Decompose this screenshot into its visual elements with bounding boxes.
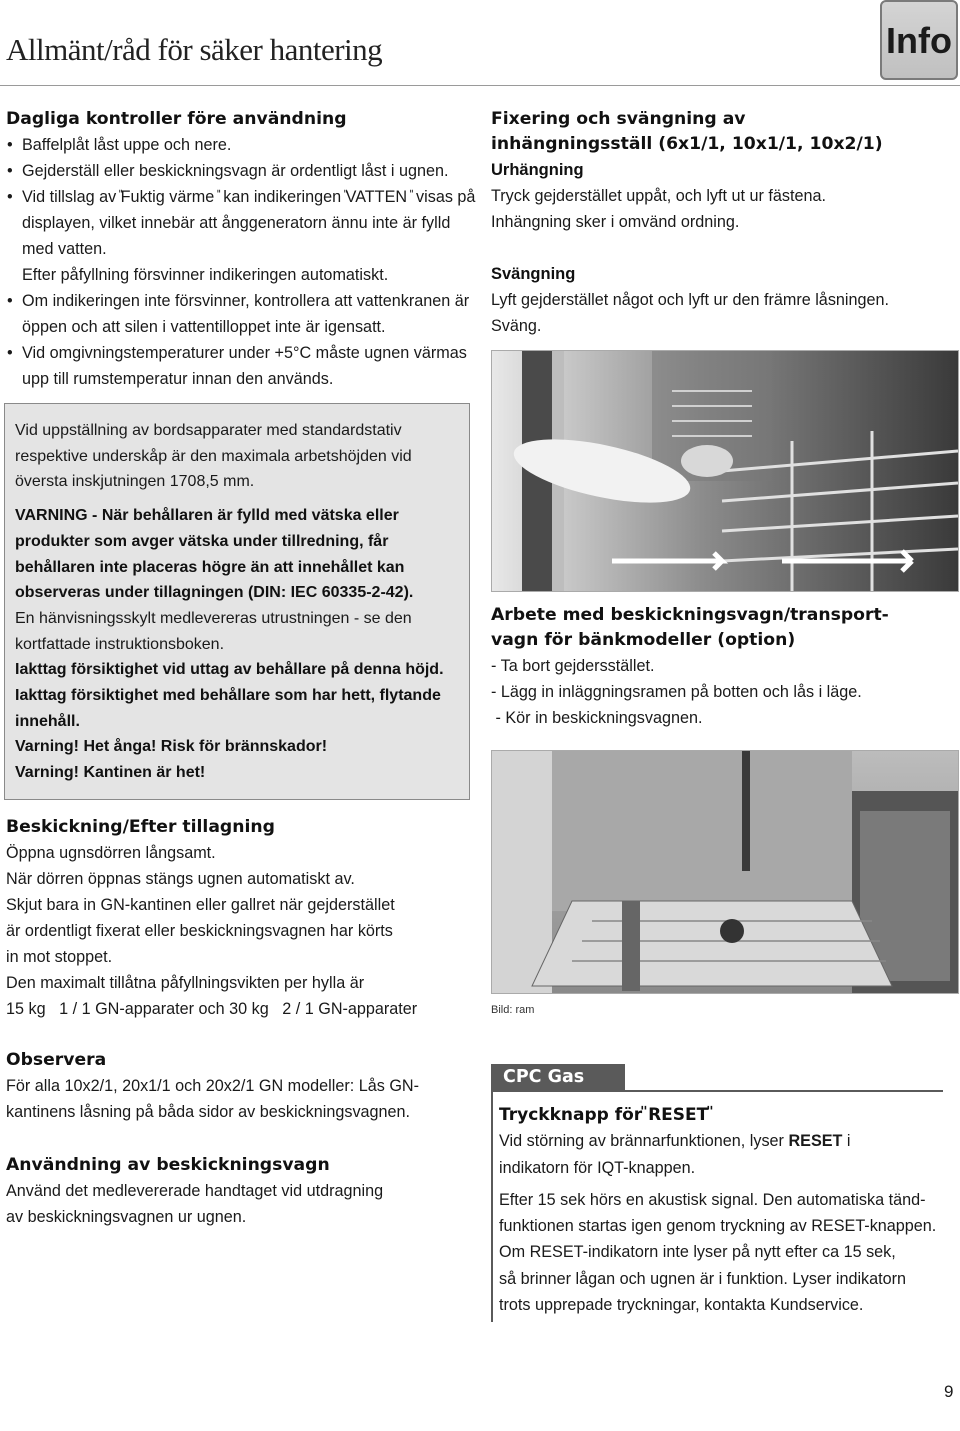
warning-hot: Varning! Kantinen är het! — [15, 764, 206, 782]
page-title: Allmänt/råd för säker hantering — [6, 32, 383, 67]
reset-line: indikatorn för IQT-knappen. — [499, 1158, 696, 1177]
note-text: För alla 10x2/1, 20x1/1 och 20x2/1 GN modeller: Lås GN-kantinens låsning på båda sidor av beskickningsvagnen. — [6, 1077, 419, 1121]
list-item: • Vid omgivningstemperaturer under +5°C måste ugnen värmas upp till rumstemperatur innan den används. — [6, 340, 476, 392]
loading-line: När dörren öppnas stängs ugnen automatiskt av. — [6, 870, 355, 888]
fixing-heading-2: inhängningsställ (6x1/1, 10x1/1, 10x2/1) — [491, 134, 883, 154]
warning-varning: VARNING - När behållaren är fylld med vätska eller produkter som avger vätska under tillredning, får behållaren inte placeras högre än att innehållet kan observeras under tillagningen (DIN: IEC 60335-2-42). — [15, 507, 414, 602]
unhooking-line: Inhängning sker i omvänd ordning. — [491, 213, 740, 231]
daily-checks-heading: Dagliga kontroller före användning — [6, 109, 347, 129]
warning-box — [4, 403, 470, 800]
swivel-line: Sväng. — [491, 317, 542, 335]
reset-line: Efter 15 sek hörs en akustisk signal. Den automatiska tänd- — [499, 1190, 926, 1209]
daily-checks-list — [6, 132, 476, 262]
reset-paragraph-1 — [499, 1128, 943, 1154]
fixing-heading: Fixering och svängning av — [491, 109, 746, 129]
loading-line: 15 kg 1 / 1 GN-apparater och 30 kg 2 / 1 GN-apparater — [6, 1000, 418, 1018]
warning-caution: Iakttag försiktighet vid uttag av behållare på denna höjd. Iakttag försiktighet med behållare som har hett, flytande innehåll. — [15, 661, 444, 730]
list-item: • Gejderställ eller beskickningsvagn är ordentligt låst i ugnen. — [6, 158, 476, 184]
daily-checks-list-2 — [6, 288, 476, 392]
usage-section — [6, 1153, 476, 1230]
trolley-line: - Lägg in inläggningsramen på botten och lås i läge. — [491, 683, 862, 701]
loading-line: in mot stoppet. — [6, 948, 113, 966]
loading-line: är ordentligt fixerat eller beskickningsvagnen har körts — [6, 922, 393, 940]
photo-caption: Bild: ram — [491, 1004, 535, 1016]
unhooking-line: Tryck gejderstället uppåt, och lyft ut ur fästena. — [491, 187, 827, 205]
note-heading: Observera — [6, 1050, 107, 1070]
fixing-section — [491, 107, 951, 339]
usage-heading: Användning av beskickningsvagn — [6, 1155, 330, 1175]
trolley-line: - Ta bort gejdersstället. — [491, 657, 655, 675]
info-tab: Info — [880, 0, 958, 80]
cpc-gas-label: CPC Gas — [491, 1064, 625, 1090]
reset-line: trots upprepade tryckningar, kontakta Kundservice. — [499, 1296, 864, 1315]
usage-line: Använd det medlevererade handtaget vid utdragning — [6, 1182, 384, 1200]
trolley-section — [491, 603, 951, 731]
loading-line: Öppna ugnsdörren långsamt. — [6, 844, 216, 862]
unhooking-subheading: Urhängning — [491, 161, 584, 179]
usage-line: av beskickningsvagnen ur ugnen. — [6, 1208, 247, 1226]
swivel-line: Lyft gejderstället något och lyft ur den främre låsningen. — [491, 291, 890, 309]
warning-intro: Vid uppställning av bordsapparater med standardstativ respektive underskåp är den maximala arbetshöjden vid översta inskjutningen 1708,5 mm. — [15, 422, 412, 491]
header-rule — [0, 85, 960, 86]
swivel-subheading: Svängning — [491, 265, 576, 283]
loading-section — [6, 815, 481, 1022]
reset-line: Om RESET-indikatorn inte lyser på nytt efter ca 15 sek, — [499, 1243, 896, 1262]
trolley-heading-2: vagn för bänkmodeller (option) — [491, 630, 796, 650]
rack-swivel-photo — [491, 350, 959, 592]
loading-heading: Beskickning/Efter tillagning — [6, 817, 275, 837]
warning-steam: Varning! Het ånga! Risk för brännskador! — [15, 738, 328, 756]
list-item-continuation: Efter påfyllning försvinner indikeringen automatiskt. — [22, 266, 389, 284]
reset-text-tail: i — [842, 1132, 851, 1151]
warning-reference: En hänvisningsskylt medlevereras utrustningen - se den kortfattade instruktionsboken. — [15, 609, 412, 653]
loading-line: Skjut bara in GN-kantinen eller gallret när gejderstället — [6, 896, 395, 914]
list-item: • Vid tillslag av ̎Fuktig värme ̎ kan indikeringen ̎VATTEN ̎ visas på displayen, vilket innebär att ånggeneratorn ännu inte är fylld med vatten. — [6, 184, 476, 262]
reset-text: Vid störning av brännarfunktionen, lyser — [499, 1132, 789, 1151]
reset-keyword: RESET — [788, 1132, 843, 1151]
page-number: 9 — [944, 1382, 954, 1401]
list-item: • Om indikeringen inte försvinner, kontrollera att vattenkranen är öppen och att silen i vattentilloppet inte är igensatt. — [6, 288, 476, 340]
note-section — [6, 1048, 454, 1125]
trolley-heading: Arbete med beskickningsvagn/transport- — [491, 605, 889, 625]
trolley-line: - Kör in beskickningsvagnen. — [491, 709, 703, 727]
reset-line: funktionen startas igen genom tryckning av RESET-knappen. — [499, 1217, 937, 1236]
reset-line: så brinner lågan och ugnen är i funktion. Lyser indikatorn — [499, 1269, 907, 1288]
loading-line: Den maximalt tillåtna påfyllningsvikten per hylla är — [6, 974, 365, 992]
cpc-gas-box — [491, 1090, 943, 1322]
daily-checks-section — [6, 107, 476, 392]
list-item: • Baffelplåt låst uppe och nere. — [6, 132, 476, 158]
reset-heading: Tryckknapp för ̎RESET ̎ — [499, 1105, 715, 1125]
frame-photo — [491, 750, 959, 994]
